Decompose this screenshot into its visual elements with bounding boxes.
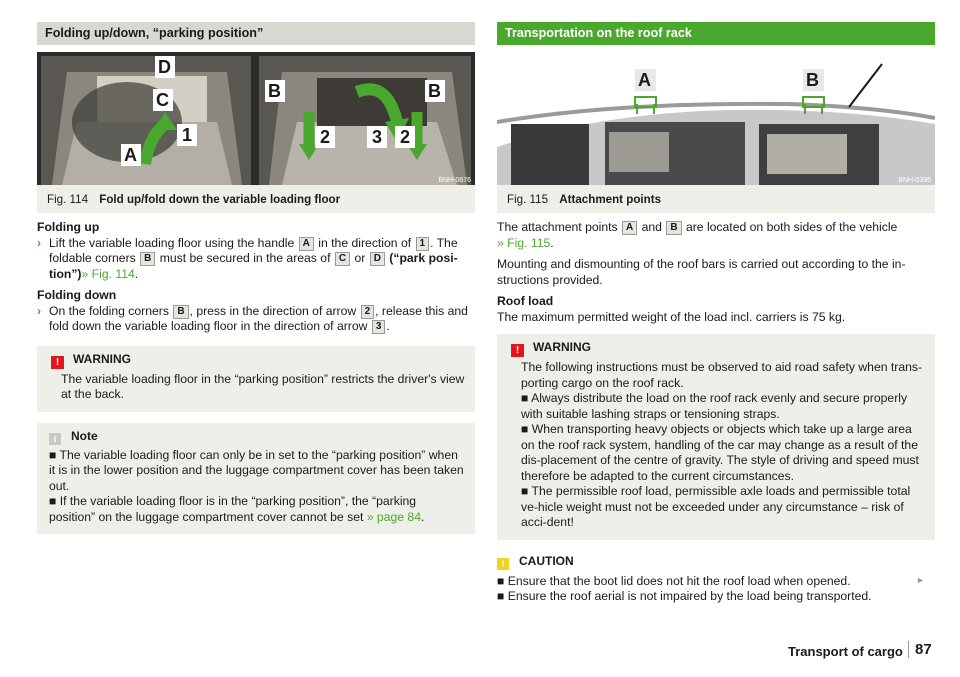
section-heading: Transportation on the roof rack <box>497 22 935 45</box>
svg-text:1: 1 <box>182 125 193 145</box>
note-box <box>37 423 475 535</box>
svg-text:B: B <box>806 70 819 90</box>
figure-115 <box>497 52 935 213</box>
folding-up-section <box>37 220 475 282</box>
note-item: ■ If the variable loading floor is in the “parking position”, the “parking position” on the luggage compartment cover cannot be set » page 84. <box>49 494 425 524</box>
svg-text:D: D <box>158 57 171 77</box>
folding-down-section <box>37 288 475 335</box>
svg-text:2: 2 <box>400 127 411 147</box>
key-a: A <box>622 221 637 235</box>
svg-text:A: A <box>638 70 651 90</box>
section-heading: Folding up/down, “parking position” <box>37 22 475 45</box>
figure-number: Fig. 115 <box>507 193 549 206</box>
warning-item: ■ When transporting heavy objects or objects which take up a large area on the roof rack system, handling of the car may change as a result of the dis-placement of the centre of gravity. The style of driving and speed must therefore be adapted to the current circumstances. <box>521 422 919 483</box>
fig-114-link[interactable]: » Fig. 114 <box>81 266 135 281</box>
roof-load-text: The maximum permitted weight of the load incl. carriers is 75 kg. <box>497 309 846 324</box>
warning-item: ■ The permissible roof load, permissible axle loads and permissible total ve-hicle weight must not be exceeded under any circumstance – risk of acci-dent! <box>521 484 911 529</box>
paragraph: Mounting and dismounting of the roof bars is carried out according to the in-structions provided. <box>497 257 906 287</box>
caution-icon: ! <box>497 558 509 570</box>
figure-title: Fold up/fold down the variable loading floor <box>99 193 341 206</box>
svg-text:3: 3 <box>372 127 383 147</box>
page-84-link[interactable]: » page 84 <box>366 509 421 524</box>
roof-rack-illustration <box>497 52 935 185</box>
fig-115-link[interactable]: » Fig. 115 <box>497 235 551 250</box>
caution-item: ■ Ensure the roof aerial is not impaired by the load being transported. <box>497 589 872 603</box>
left-column <box>37 22 475 534</box>
figure-image <box>497 52 935 185</box>
warning-box <box>497 334 935 540</box>
caution-item: ■ Ensure that the boot lid does not hit the roof load when opened. <box>497 573 851 588</box>
warning-title: WARNING <box>533 340 591 354</box>
figure-114 <box>37 52 475 213</box>
warning-box <box>37 346 475 412</box>
key-2: 2 <box>361 305 375 319</box>
warning-icon: ! <box>51 356 64 369</box>
svg-text:B: B <box>268 81 281 101</box>
svg-text:C: C <box>156 90 169 110</box>
folding-down-step: › On the folding corners B , press in the direction of arrow 2 , release this and fold down the variable loading floor in the direction of arrow 3 . <box>37 303 468 333</box>
folding-up-title: Folding up <box>37 220 100 234</box>
warning-icon: ! <box>511 344 524 357</box>
svg-text:A: A <box>124 145 137 165</box>
key-d: D <box>370 252 385 266</box>
key-3: 3 <box>372 320 386 334</box>
footer-section-title: Transport of cargo <box>788 644 903 659</box>
figure-caption <box>497 185 935 213</box>
warning-intro: The following instructions must be observed to aid road safety when trans-porting cargo on the roof rack. <box>521 360 923 390</box>
figure-title: Attachment points <box>559 193 662 206</box>
warning-item: ■ Always distribute the load on the roof rack evenly and secure properly with suitable lashing straps or tensioning straps. <box>521 391 908 421</box>
svg-text:2: 2 <box>320 127 331 147</box>
step-arrow-icon: › <box>37 303 42 318</box>
right-column <box>497 22 935 605</box>
figure-caption <box>37 185 475 213</box>
svg-text:B: B <box>428 81 441 101</box>
warning-text: The variable loading floor in the “parking position” restricts the driver's view at the back. <box>61 371 465 401</box>
warning-title: WARNING <box>73 351 131 366</box>
info-icon: i <box>49 433 61 445</box>
page-number: 87 <box>908 641 943 658</box>
continue-arrow-icon: ► <box>916 575 925 585</box>
key-b: B <box>666 221 681 235</box>
key-1: 1 <box>416 237 430 251</box>
key-c: C <box>335 252 350 266</box>
luggage-floor-illustration <box>37 52 475 185</box>
key-b: B <box>173 305 188 319</box>
figure-number: Fig. 114 <box>47 193 89 206</box>
folding-down-title: Folding down <box>37 288 117 302</box>
figure-image <box>37 52 475 185</box>
folding-up-step: › Lift the variable loading floor using the handle A in the direction of 1 . The foldable corners B must be secured in the areas of C or D (“park posi-tion”)» Fig. 114. <box>37 235 458 281</box>
figure-code: BNH-0676 <box>438 177 471 184</box>
attachment-text <box>497 220 935 325</box>
caution-title: CAUTION <box>519 553 574 568</box>
figure-code: BNH-0395 <box>898 177 931 184</box>
key-a: A <box>299 237 314 251</box>
key-b: B <box>140 252 155 266</box>
note-title: Note <box>71 428 98 443</box>
caution-section <box>497 554 935 605</box>
step-arrow-icon: › <box>37 235 42 250</box>
note-item: ■ The variable loading floor can only be in set to the “parking position” when it is in the lower position and the luggage compartment cover has been taken out. <box>49 447 464 493</box>
paragraph: The attachment points A and B are located on both sides of the vehicle » Fig. 115. <box>497 220 898 250</box>
roof-load-title: Roof load <box>497 294 554 308</box>
